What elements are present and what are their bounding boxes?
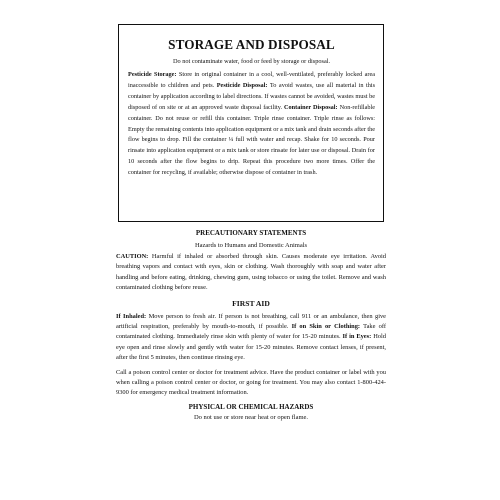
storage-disposal-box bbox=[118, 24, 384, 222]
storage-paragraph bbox=[128, 70, 375, 179]
storage-disposal-title: STORAGE AND DISPOSAL bbox=[168, 37, 335, 52]
pesticide-disposal-text: To avoid wastes, use all material in this container by application according to label directions. If wastes cannot be avoided, wastes must be disposed of on site or at an approved waste disposal facility. bbox=[128, 81, 376, 111]
poison-control-paragraph: Call a poison control center or doctor for treatment advice. Have the product container or label with you when calling a poison control center or doctor, or going for treatment. You may also contact 1-800-424-9300 for emergency medical treatment information. bbox=[116, 368, 386, 397]
pesticide-storage-text: Store in original container in a cool, well-ventilated, preferably locked area inaccessible to children and pets. bbox=[128, 71, 375, 89]
if-inhaled-label: If Inhaled: bbox=[116, 312, 147, 320]
caution-label: CAUTION: bbox=[116, 253, 149, 260]
label-lower-section bbox=[116, 229, 386, 426]
if-inhaled-text: Move person to fresh air. If person is not breathing, call 911 or an ambulance, then give artificial respiration, preferably by mouth-to-mouth, if possible. bbox=[116, 312, 386, 331]
storage-intro: Do not contaminate water, food or feed by storage or disposal. bbox=[172, 58, 331, 65]
caution-text: Harmful if inhaled or absorbed through skin. Causes moderate eye irritation. Avoid breathing vapors and contact with eyes, skin or clothing. Wash thoroughly with soap and water after handling and before eating, drinking, chewing gum, using tobacco or using the toilet. Remove and wash contaminated clothing before reuse. bbox=[116, 253, 386, 292]
container-disposal-label: Container Disposal: bbox=[284, 103, 338, 111]
if-in-eyes-label: If in Eyes: bbox=[342, 333, 372, 341]
precautionary-subtitle: Hazards to Humans and Domestic Animals bbox=[194, 242, 308, 249]
first-aid-paragraph bbox=[116, 312, 386, 364]
caution-paragraph bbox=[116, 252, 386, 294]
if-in-eyes-text: Hold eye open and rinse slowly and gently with water for 15-20 minutes. Remove contact lenses, if present, after the first 5 minutes, then continue rinsing eye. bbox=[116, 333, 386, 362]
container-disposal-text: Non-refillable container. Do not reuse or refill this container. Triple rinse container. Triple rinse as follows: Empty the remaining contents into application equipment or a mix tank and drain seconds after the flow begins to drop. Fill the container ¼ full with water and recap. Shake for 10 seconds. Pour rinsate into application equipment or a mix tank or store rinsate for later use or disposal. Drain for 10 seconds after the flow begins to drip. Repeat this procedure two more times. Offer the container for recycling, if available; otherwise dispose of container in trash. bbox=[128, 103, 375, 177]
physical-hazards-title: PHYSICAL OR CHEMICAL HAZARDS bbox=[188, 402, 314, 411]
first-aid-title: FIRST AID bbox=[232, 298, 270, 308]
if-on-skin-label: If on Skin or Clothing: bbox=[291, 323, 361, 331]
precautionary-title: PRECAUTIONARY STATEMENTS bbox=[195, 229, 307, 237]
physical-hazards-text: Do not use or store near heat or open flame. bbox=[193, 413, 309, 421]
pesticide-disposal-label: Pesticide Disposal: bbox=[216, 81, 268, 89]
if-on-skin-text: Take off contaminated clothing. Immediately rinse skin with plenty of water for 15-20 minutes. bbox=[116, 323, 386, 341]
pesticide-storage-label: Pesticide Storage: bbox=[128, 71, 177, 78]
